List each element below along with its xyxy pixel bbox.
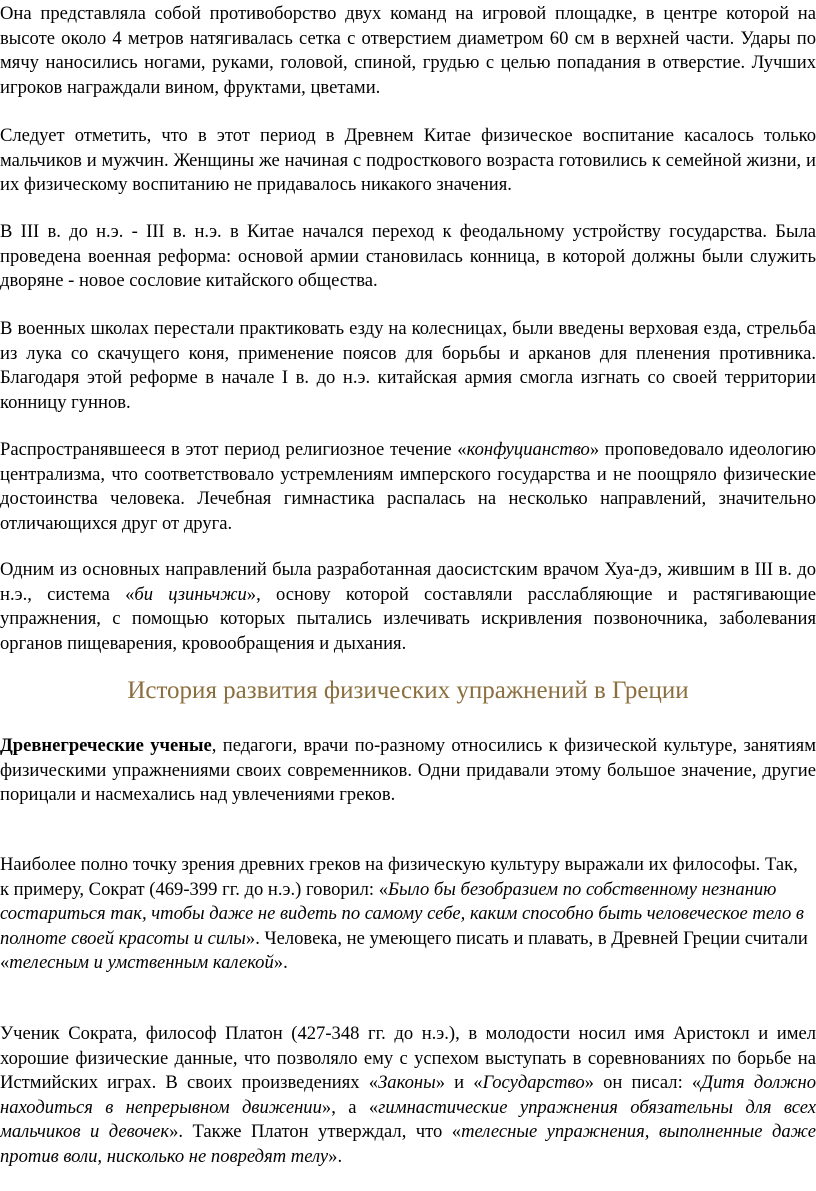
quote-child-movement: Дитя должно находиться в непрерывном движении bbox=[0, 1072, 816, 1118]
paragraph-confucianism: Распространявшееся в этот период религиозное течение «конфуцианство» проповедовало идеологию централизма, что соответствовало устремлениям имперского государства и не поощряло физические достоинства человека. Лечебная гимнастика распалась на несколько направлений, значительно отличающихся друг от друга. bbox=[0, 439, 816, 534]
emphasis-bi-czinchzhi: би цзиньчжи bbox=[134, 583, 247, 605]
paragraph-hua-de-system: Одним из основных направлений была разработанная даосистским врачом Хуа-дэ, жившим в III в. до н.э., система «би цзиньчжи», основу которой составляли расслабляющие и растягивающие упражнения, с помощью которых пытались излечивать искривления позвоночника, заболевания органов пищеварения, кровообращения и дыхания. bbox=[0, 559, 816, 654]
quote-socrates: Было бы безобразием по собственному незнанию состариться так, чтобы даже не видеть по самому себе, каким способно быть человеческое тело в полноте своей красоты и силы bbox=[0, 878, 804, 949]
title-republic: Государство bbox=[482, 1072, 585, 1094]
paragraph-china-education: Следует отметить, что в этот период в Древнем Китае физическое воспитание касалось только мальчиков и мужчин. Женщины же начиная с подросткового возраста готовились к семейной жизни, и их физическому воспитанию не придавалось никакого значения. bbox=[0, 125, 816, 196]
paragraph-plato: Ученик Сократа, философ Платон (427-348 гг. до н.э.), в молодости носил имя Аристокл и имел хорошие физические данные, что позволяло ему с успехом выступать в соревнованиях по борьбе на Истмийских играх. В своих произведениях «Законы» и «Государство» он писал: «Дитя должно находиться в непрерывном движении», а «гимнастические упражнения обязательны для всех мальчиков и девочек». Также Платон утверждал, что «телесные упражнения, выполненные даже против воли, нисколько не повредят телу». bbox=[0, 1023, 816, 1167]
bold-greek-scholars: Древнегреческие ученые bbox=[0, 735, 212, 756]
paragraph-military-schools: В военных школах перестали практиковать езду на колесницах, были введены верховая езда, стрельба из лука со скачущего коня, применение поясов для борьбы и арканов для пленения противника. Благодаря этой реформе в начале I в. до н.э. китайская армия смогла изгнать со своей территории конницу гуннов. bbox=[0, 318, 816, 413]
emphasis-confucianism: конфуцианство bbox=[466, 439, 590, 460]
quote-bodily-exercises: телесные упражнения, выполненные даже против воли, нисколько не повредят телу bbox=[0, 1121, 816, 1167]
section-heading-greece: История развития физических упражнений в Греции bbox=[127, 677, 689, 704]
paragraph-socrates: Наиболее полно точку зрения древних греков на физическую культуру выражали их философы. Так, к примеру, Сократ (469-399 гг. до н.э.) говорил: «Было бы безобразием по собственному незнанию состариться так, чтобы даже не видеть по самому себе, каким способно быть человеческое тело в полноте своей красоты и силы». Человека, не умеющего писать и плавать, в Древней Греции считали «телесным и умственным калекой». bbox=[0, 854, 808, 974]
paragraph-greek-scholars: Древнегреческие ученые, педагоги, врачи по-разному относились к физической культуре, занятиям физическими упражнениями своих современников. Одни придавали этому большое значение, другие порицали и насмехались над увлечениями греков. bbox=[0, 735, 816, 806]
paragraph-feudal-transition: В III в. до н.э. - III в. н.э. в Китае начался переход к феодальному устройству государства. Была проведена военная реформа: основой армии становилась конница, в которой должны были служить дворяне - новое сословие китайского общества. bbox=[0, 221, 816, 292]
paragraph-football-game: Она представляла собой противоборство двух команд на игровой площадке, в центре которой на высоте около 4 метров натягивалась сетка с отверстием диаметром 60 см в верхней части. Удары по мячу наносились ногами, руками, головой, спиной, грудью с целью попадания в отверстие. Лучших игроков награждали вином, фруктами, цветами. bbox=[0, 3, 816, 98]
quote-gymnastics: гимнастические упражнения обязательны для всех мальчиков и девочек bbox=[0, 1096, 816, 1143]
title-laws: Законы bbox=[378, 1072, 436, 1094]
quote-cripple: телесным и умственным калекой bbox=[9, 952, 274, 974]
